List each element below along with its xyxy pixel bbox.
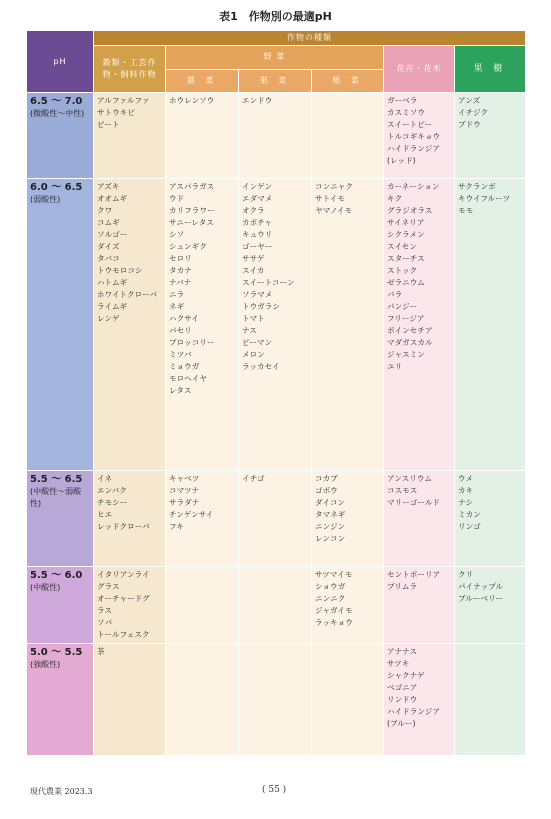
crop-name: パンジー [387,302,418,311]
crop-name: コムギ [97,218,120,227]
crop-name: チモシー [97,498,128,507]
crop-name: イタリアンライ [97,570,150,579]
crop-name: リンゴ [458,522,481,531]
crop-name: スイートピー [387,120,433,129]
header-grain: 穀類・工芸作物・飼料作物 [94,46,166,93]
crop-name: カリフラワー [169,206,215,215]
crop-name: スイセン [387,242,417,251]
grain-cell [94,93,166,179]
crop-name: カボチャ [242,218,273,227]
crop-name: ハイドランジア [387,707,440,716]
header-vegetables: 野 菜 [166,46,384,70]
crop-name: ゴーヤー [242,242,273,251]
crop-name: ライムギ [97,302,128,311]
crop-name: グラジオラス [387,206,433,215]
crop-name: サトウキビ [97,108,135,117]
crop-name: インゲン [242,182,273,191]
crop-name: ヒエ [97,510,113,519]
crop-name: セロリ [169,254,192,263]
table-body [27,93,526,756]
crop-name: ラス [97,606,112,615]
crop-name: スターチス [387,254,425,263]
crop-name: アナナス [387,647,418,656]
ph-cell [27,471,94,567]
crop-name: トウガラシ [242,302,280,311]
crop-name: シクラメン [387,230,425,239]
crop-name: ビート [97,120,120,129]
crop-name: アズキ [97,182,120,191]
crop-name: リンドウ [387,695,418,704]
crop-name: ニンニク [315,594,346,603]
footer-publication: 現代農業 2023.3 [30,787,93,796]
crop-name: トールフェスク [97,630,150,639]
crop-name: イチゴ [242,474,265,483]
leaf-veg-cell [166,471,239,567]
crop-name: ハトムギ [97,278,128,287]
crop-name: ガーベラ [387,96,418,105]
crop-name: グラス [97,582,120,591]
crop-name: モロヘイヤ [169,374,207,383]
crop-name: オクラ [242,206,265,215]
root-veg-cell [312,471,384,567]
crop-name: アルファルファ [97,96,150,105]
crop-name: ブロッコリー [169,338,215,347]
flowers-cell [384,93,455,179]
header-ph: pH [27,31,94,93]
crop-name: ナバナ [169,278,192,287]
crop-name: ブルーベリー [458,594,504,603]
crop-name: エダマメ [242,194,273,203]
crop-name: コカブ [315,474,338,483]
crop-name: マダガスカル [387,338,433,347]
crop-name: ピーマン [242,338,273,347]
crop-name: パイナップル [458,582,504,591]
crop-name: サツマイモ [315,570,353,579]
crop-name: コスモス [387,486,418,495]
crop-name: ホワイトクローバ [97,290,157,299]
crop-name: バラ [387,290,403,299]
table-title: 表1 作物別の最適pH [219,10,332,23]
root-veg-cell [312,179,384,471]
crop-name: ナス [242,326,257,335]
ph-range: 5.5 ～ 6.0 [30,570,83,581]
leaf-veg-cell [166,93,239,179]
fruit-trees-cell [455,567,526,644]
ph-cell [27,93,94,179]
crop-name: ソバ [97,618,113,627]
crop-name: トウモロコシ [97,266,143,275]
fruit-trees-cell [455,471,526,567]
crop-name: ササゲ [242,254,265,263]
crop-name: イチジク [458,108,489,117]
crop-name: ニラ [169,290,185,299]
crop-name: レッドクローバ [97,522,150,531]
crop-name: クリ [458,570,474,579]
leaf-veg-cell [166,179,239,471]
crop-name: キュウリ [242,230,273,239]
crop-name: ジャガイモ [315,606,353,615]
crop-name: ミツバ [169,350,192,359]
crop-name: ミカン [458,510,481,519]
crop-name: コマツナ [169,486,200,495]
fruit-trees-cell [455,644,526,756]
header-fruit-trees: 果 樹 [455,46,526,93]
ph-range: 5.5 ～ 6.5 [30,474,83,485]
root-veg-cell [312,93,384,179]
crop-name: 茶 [97,647,105,656]
crop-name: マリーゴールド [387,498,441,507]
crop-name: レンコン [315,534,346,543]
grain-cell [94,471,166,567]
crop-name: ミョウガ [169,362,200,371]
crop-name: フキ [169,522,184,531]
crop-name: ショウガ [315,582,346,591]
crop-name: スイートコーン [242,278,295,287]
root-veg-cell [312,567,384,644]
crop-name: ラッキョウ [315,618,353,627]
ph-range: 5.0 ～ 5.5 [30,647,83,658]
ph-description: (強酸性) [30,660,61,669]
crop-name: (ブルー) [387,719,416,728]
crop-name: ウメ [458,474,473,483]
ph-description: (微酸性～中性) [30,109,85,118]
table-row [27,567,526,644]
crop-name: ハイドランジア [387,144,440,153]
table-row [27,179,526,471]
crop-name: ゼラニウム [387,278,425,287]
ph-range: 6.0 ～ 6.5 [30,182,83,193]
crop-name: タマネギ [315,510,346,519]
crop-name: サイネリア [387,218,425,227]
crop-name: ベゴニア [387,683,418,692]
crop-name: メロン [242,350,265,359]
crop-name: アンスリウム [387,474,432,483]
crop-name: ソルゴー [97,230,128,239]
fruit-trees-cell [455,93,526,179]
crop-name: セントポーリア [387,570,441,579]
ph-cell [27,179,94,471]
crop-name: ゴボウ [315,486,338,495]
crop-name: イネ [97,474,113,483]
crop-name: ニンジン [315,522,345,531]
crop-name: サラダナ [169,498,200,507]
crop-name: レタス [169,386,192,395]
crop-name: トマト [242,314,265,323]
crop-name: アスパラガス [169,182,215,191]
crop-ph-table [26,30,526,756]
crop-name: シャクナゲ [387,671,425,680]
crop-name: キク [387,194,403,203]
crop-name: サニーレタス [169,218,214,227]
ph-range: 6.5 ～ 7.0 [30,96,83,107]
crop-name: ブドウ [458,120,481,129]
crop-name: アンズ [458,96,481,105]
leaf-veg-cell [166,644,239,756]
fruit-veg-cell [239,567,312,644]
leaf-veg-cell [166,567,239,644]
crop-name: ハクサイ [169,314,199,323]
header-root-veg: 根 菜 [312,69,384,93]
crop-name: サトイモ [315,194,345,203]
flowers-cell [384,471,455,567]
crop-name: ネギ [169,302,185,311]
crop-name: シソ [169,230,185,239]
flowers-cell [384,179,455,471]
ph-description: (中酸性～弱酸性) [30,487,82,508]
table-row [27,644,526,756]
crop-name: (レッド) [387,156,416,165]
crop-name: パセリ [169,326,192,335]
crop-name: プリムラ [387,582,418,591]
crop-name: ジャスミン [387,350,425,359]
crop-name: サクランボ [458,182,496,191]
crop-name: タカナ [169,266,192,275]
table-row [27,93,526,179]
flowers-cell [384,644,455,756]
root-veg-cell [312,644,384,756]
crop-name: ユリ [387,362,403,371]
crop-name: カーネーション [387,182,440,191]
crop-name: チンゲンサイ [169,510,214,519]
crop-name: スイカ [242,266,265,275]
crop-name: シュンギク [169,242,207,251]
crop-name: エンバク [97,486,127,495]
crop-name: モモ [458,206,474,215]
crop-name: クワ [97,206,113,215]
crop-name: フリージア [387,314,425,323]
table-row [27,471,526,567]
crop-name: ラッカセイ [242,362,280,371]
crop-name: タバコ [97,254,120,263]
header-fruit-veg: 果 菜 [239,69,312,93]
grain-cell [94,179,166,471]
ph-description: (中酸性) [30,583,61,592]
flowers-cell [384,567,455,644]
crop-name: キャベツ [169,474,200,483]
crop-name: エンドウ [242,96,273,105]
footer-page-number: ( 55 ) [262,785,287,795]
crop-name: ダイズ [97,242,120,251]
grain-cell [94,567,166,644]
ph-cell [27,644,94,756]
crop-name: コンニャク [315,182,353,191]
crop-name: レンゲ [97,314,120,323]
crop-name: オーチャードグ [97,594,150,603]
crop-name: ポインセチア [387,326,433,335]
crop-name: サツキ [387,659,410,668]
fruit-veg-cell [239,179,312,471]
crop-name: ストック [387,266,418,275]
ph-cell [27,567,94,644]
header-flowers: 花卉・花木 [384,46,455,93]
crop-name: キウイフルーツ [458,194,511,203]
crop-name: ソラマメ [242,290,273,299]
header-leaf-veg: 葉 菜 [166,69,239,93]
fruit-trees-cell [455,179,526,471]
crop-name: トルコギキョウ [387,132,441,141]
crop-name: オオムギ [97,194,128,203]
crop-name: ヤマノイモ [315,206,353,215]
crop-name: ホウレンソウ [169,96,215,105]
crop-name: ナシ [458,498,474,507]
fruit-veg-cell [239,93,312,179]
crop-name: カスミソウ [387,108,425,117]
ph-description: (弱酸性) [30,195,61,204]
crop-name: カキ [458,486,474,495]
crop-name: ダイコン [315,498,345,507]
grain-cell [94,644,166,756]
header-crop-kind: 作物の種類 [94,31,526,46]
fruit-veg-cell [239,644,312,756]
fruit-veg-cell [239,471,312,567]
crop-name: ウド [169,194,185,203]
